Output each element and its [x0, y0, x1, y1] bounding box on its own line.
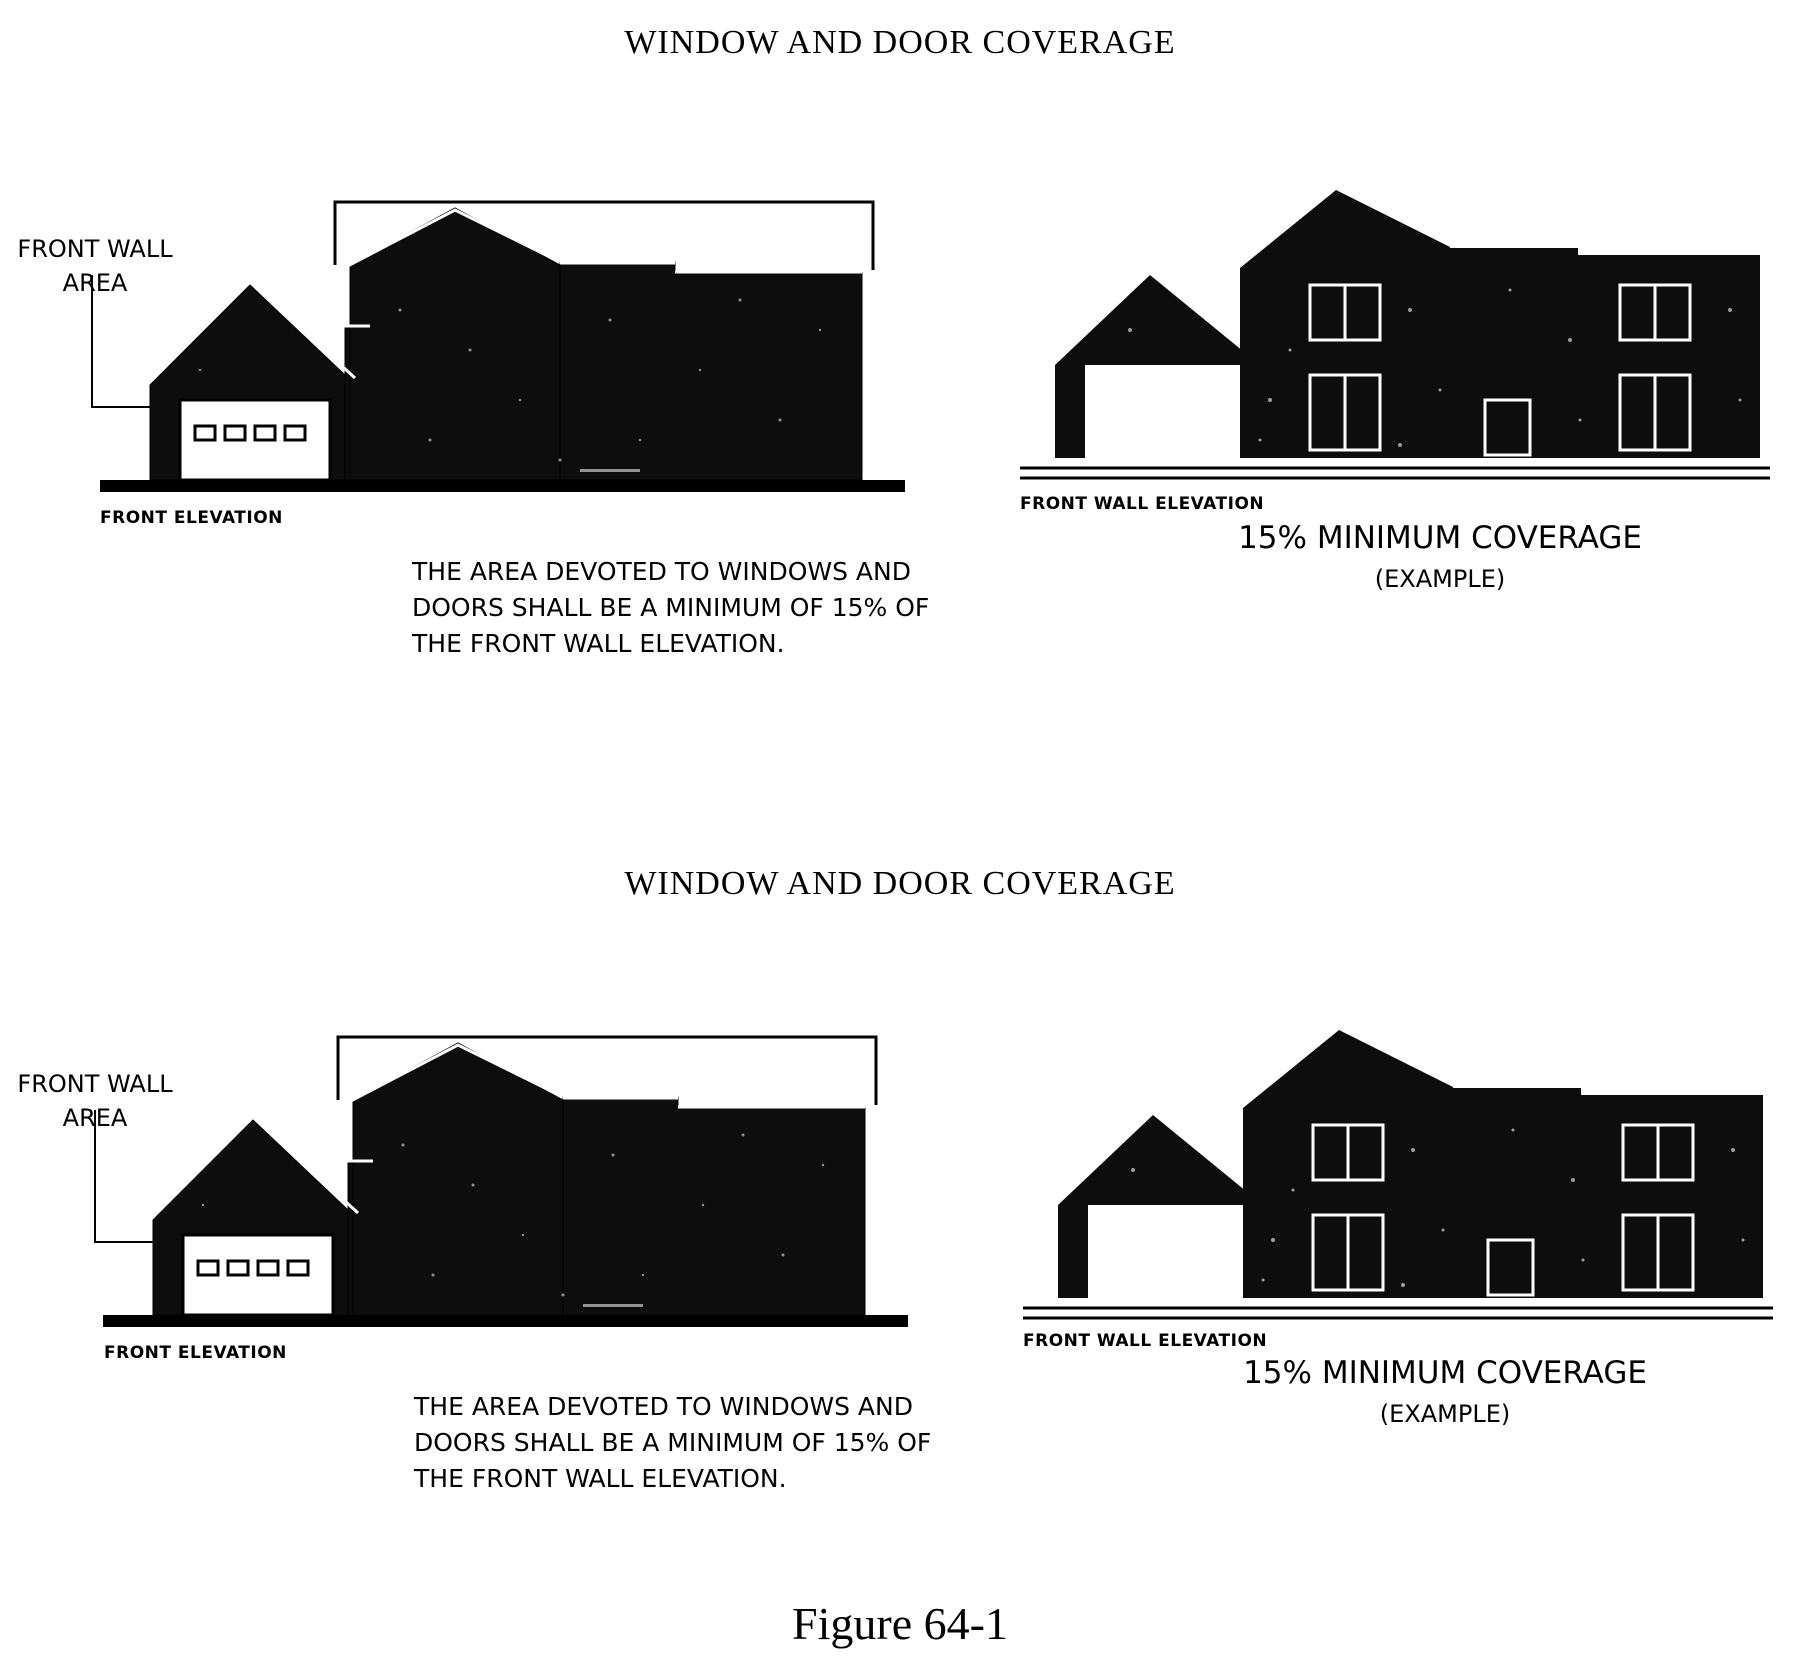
garage-door [180, 400, 330, 480]
figure-label: Figure 64-1 [792, 1598, 1008, 1649]
front-wall-area-label [0, 1067, 190, 1135]
section-title: WINDOW AND DOOR COVERAGE [624, 865, 1176, 902]
coverage-section-2 [0, 835, 1800, 1665]
section-title: WINDOW AND DOOR COVERAGE [624, 24, 1176, 61]
example-door [1488, 1240, 1533, 1295]
coverage-section-1 [0, 0, 1800, 830]
example-elevation-drawing [1013, 1030, 1783, 1330]
example-label: (EXAMPLE) [1374, 565, 1506, 593]
example-garage-opening [1085, 365, 1240, 458]
garage-door [183, 1235, 333, 1315]
front-elevation-label: FRONT ELEVATION [100, 508, 283, 528]
front-wall-area-text: FRONT WALL AREA [17, 235, 173, 297]
example-garage-opening [1088, 1205, 1243, 1298]
coverage-requirement-caption: THE AREA DEVOTED TO WINDOWS AND DOORS SHALL BE A MINIMUM OF 15% OF THE FRONT WALL ELEVATION. [412, 557, 930, 658]
front-wall-area-label [0, 232, 190, 300]
example-elevation-drawing [1010, 190, 1780, 490]
ground-line [100, 480, 905, 492]
front-wall-elevation-label: FRONT WALL ELEVATION [1020, 494, 1265, 514]
coverage-requirement-caption: THE AREA DEVOTED TO WINDOWS AND DOORS SHALL BE A MINIMUM OF 15% OF THE FRONT WALL ELEVATION. [414, 1392, 932, 1493]
example-label: (EXAMPLE) [1379, 1400, 1511, 1428]
minimum-coverage-label: 15% MINIMUM COVERAGE [1243, 1355, 1647, 1391]
minimum-coverage-label: 15% MINIMUM COVERAGE [1238, 520, 1642, 556]
front-elevation-label: FRONT ELEVATION [104, 1343, 287, 1363]
example-door [1485, 400, 1530, 455]
front-wall-elevation-label: FRONT WALL ELEVATION [1023, 1331, 1268, 1351]
example-ground-lines [1020, 468, 1770, 478]
front-wall-area-text: FRONT WALL AREA [17, 1070, 173, 1132]
example-ground-lines [1023, 1308, 1773, 1318]
ground-line [103, 1315, 908, 1327]
